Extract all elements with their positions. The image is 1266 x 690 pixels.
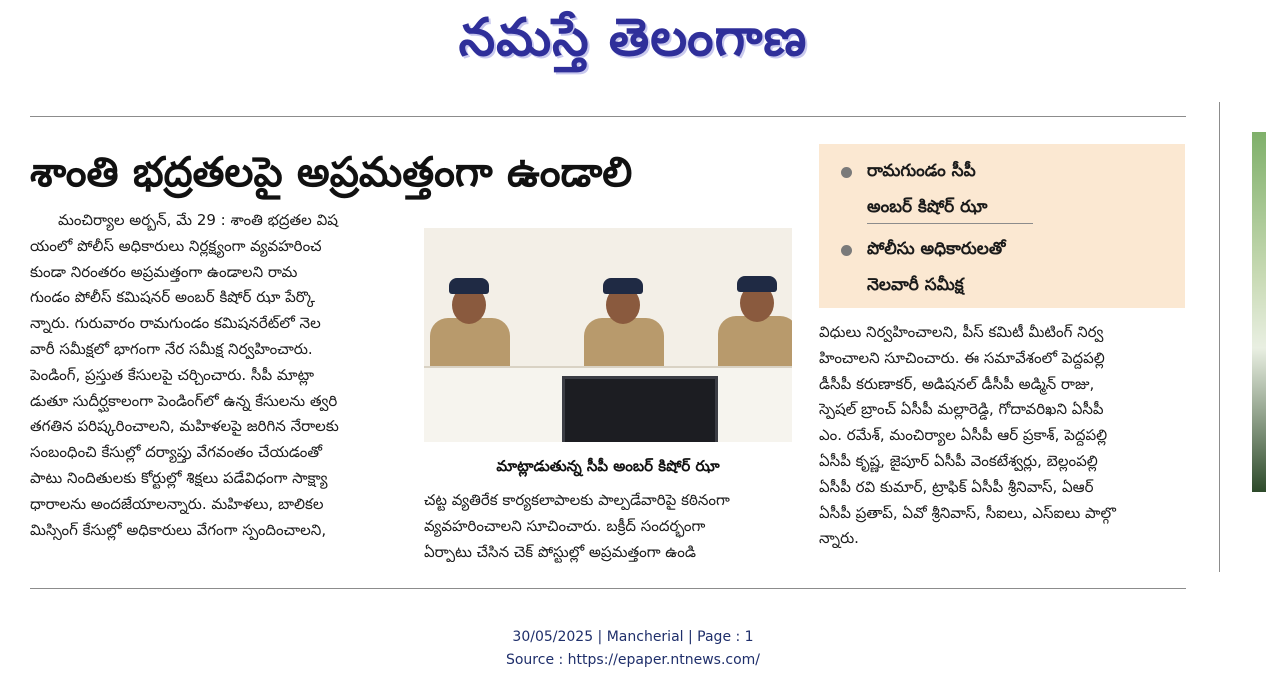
page-footer [0,626,1266,672]
text-line: న్నారు. గురువారం రామగుండం కమిషనరేట్‌లో నెల [30,314,321,333]
article-column-2 [424,488,792,565]
text-line: డుతూ సుదీర్ఘకాలంగా పెండింగ్‌లో ఉన్న కేసులను త్వరి [30,391,338,410]
text-line: పెండింగ్, ప్రస్తుత కేసులపై చర్చించారు. సీపీ మాట్లా [30,365,314,384]
text-line: పాటు నిందితులకు కోర్టుల్లో శిక్షలు పడేవిధంగా సాక్ష్యా [30,468,328,487]
bullet-icon [841,167,852,178]
text-line: ఏసీపీ కృష్ణ, జైపూర్ ఏసీపీ వెంకటేశ్వర్లు, బెల్లంపల్లి [819,451,1098,470]
text-line: ధారాలను అందజేయాలన్నారు. మహిళలు, బాలికల [30,494,324,513]
text-line: ఏసీపీ రవి కుమార్, ట్రాఫిక్ ఏసీపీ శ్రీనివాస్, ఏఆర్ [819,477,1094,496]
text-line: ఏసీపీ ప్రతాప్, ఏవో శ్రీనివాస్, సీఐలు, ఎస్ఐలు పాల్గొ [819,503,1116,522]
text-line: యంలో పోలీస్ అధికారులు నిర్లక్ష్యంగా వ్యవహరించ [30,236,322,255]
highlight-underline [867,223,1033,224]
footer-source[interactable]: Source : https://epaper.ntnews.com/ [505,652,761,668]
article-column-3 [819,320,1187,552]
text-line: మిస్సింగ్ కేసుల్లో అధికారులు వేగంగా స్పందించాలని, [30,520,327,539]
text-line: గుండం పోలీస్ కమిషనర్ అంబర్ కిషోర్ ఝా పేర్కొ [30,288,316,307]
text-line: తగతిన పరిష్కరించాలని, మహిళలపై జరిగిన నేరాలకు [30,417,339,436]
adjacent-article-photo [1252,132,1266,492]
photo-monitor [562,376,718,442]
article-column-1 [30,208,400,543]
text-line: డీసీపీ కరుణాకర్, అడిషనల్ డీసీపీ అడ్మిన్ రాజు, [819,374,1095,393]
text-line: ఎం. రమేశ్, మంచిర్యాల ఏసీపీ ఆర్ ప్రకాశ్, పెద్దపల్లి [819,426,1108,445]
article-photo [424,228,792,442]
text-line: హించాలని సూచించారు. ఈ సమావేశంలో పెద్దపల్లి [819,348,1105,367]
highlight-2-line-2: నెలవారీ సమీక్ష [867,275,964,295]
footer-date-edition: 30/05/2025 | Mancherial | Page : 1 [512,629,754,645]
bottom-divider [30,588,1186,589]
text-line: ఏర్పాటు చేసిన చెక్ పోస్టుల్లో అప్రమత్తంగా ఉండి [424,542,696,561]
text-line: వ్యవహరించాలని సూచించారు. బక్రీద్ సందర్భంగా [424,516,706,535]
text-line: చట్ట వ్యతిరేక కార్యకలాపాలకు పాల్పడేవారిపై కఠినంగా [424,491,730,509]
text-line: సంబంధించి కేసుల్లో దర్యాప్తు వేగవంతం చేయడంతో [30,443,322,462]
text-line: మంచిర్యాల అర్బన్, మే 29 : శాంతి భద్రతల విష [58,211,338,229]
highlights-box [819,144,1185,308]
highlight-1-line-2: అంబర్ కిషోర్ ఝా [867,197,988,217]
newspaper-logo: నమస్తే తెలంగాణ [458,8,808,68]
article-headline: శాంతి భద్రతలపై అప్రమత్తంగా ఉండాలి [30,148,633,196]
top-divider [30,116,1186,117]
masthead [0,0,1266,90]
text-line: న్నారు. [819,529,859,548]
text-line: విధులు నిర్వహించాలని, పీస్ కమిటీ మీటింగ్ నిర్వ [819,323,1104,341]
highlight-2-line-1: పోలీసు అధికారులతో [867,239,1006,259]
photo-caption: మాట్లాడుతున్న సీపీ అంబర్ కిషోర్ ఝా [496,457,720,475]
text-line: వారీ సమీక్షలో భాగంగా నేర సమీక్ష నిర్వహించారు. [30,339,313,358]
side-divider [1219,102,1220,572]
highlight-1-line-1: రామగుండం సీపీ [867,161,976,181]
text-line: స్పెషల్ బ్రాంచ్ ఏసీపీ మల్లారెడ్డి, గోదావరిఖని ఏసీపీ [819,400,1104,419]
text-line: కుండా నిరంతరం అప్రమత్తంగా ఉండాలని రామ [30,262,298,281]
bullet-icon [841,245,852,256]
